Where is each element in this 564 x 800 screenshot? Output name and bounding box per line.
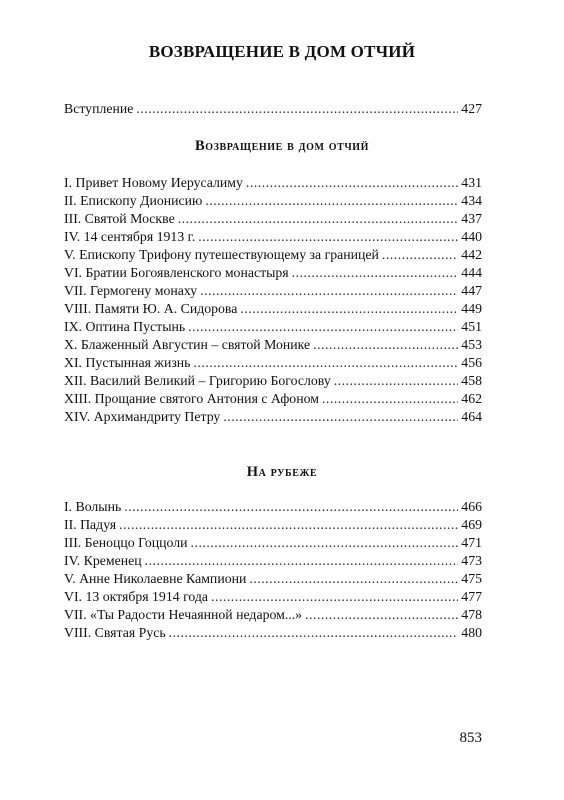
- toc-entry[interactable]: [64, 210, 482, 228]
- dot-leader: [198, 228, 458, 246]
- toc-entry-page: 447: [461, 283, 482, 298]
- dot-leader: [205, 192, 458, 210]
- toc-entry-title: VII. Гермогену монаху: [64, 283, 198, 298]
- dot-leader: [334, 372, 459, 390]
- toc-entry-title: II. Падуя: [64, 517, 117, 532]
- dot-leader: [292, 264, 459, 282]
- toc-entry-title: IX. Оптина Пустынь: [64, 319, 186, 334]
- toc-entry[interactable]: [64, 246, 482, 264]
- toc-entry-title: V. Епископу Трифону путешествующему за границей: [64, 247, 379, 262]
- dot-leader: [188, 318, 458, 336]
- toc-entry[interactable]: [64, 282, 482, 300]
- toc-entry[interactable]: [64, 534, 482, 552]
- toc-entry[interactable]: [64, 588, 482, 606]
- toc-entry[interactable]: [64, 336, 482, 354]
- section-title-return: Возвращение в дом отчий: [194, 138, 370, 154]
- toc-entry[interactable]: [64, 318, 482, 336]
- section-title-borderline: На рубеже: [246, 464, 318, 480]
- toc-entry-title: I. Привет Новому Иерусалиму: [64, 175, 243, 190]
- toc-entry[interactable]: [64, 174, 482, 192]
- dot-leader: [136, 100, 458, 118]
- dot-leader: [240, 300, 458, 318]
- toc-entry-title: VII. «Ты Радости Нечаянной недаром...»: [64, 607, 303, 622]
- toc-entry[interactable]: [64, 498, 482, 516]
- toc-entry-title: XIII. Прощание святого Антония с Афоном: [64, 391, 319, 406]
- toc-entry-title: VI. Братии Богоявленского монастыря: [64, 265, 289, 280]
- toc-entry[interactable]: [64, 390, 482, 408]
- dot-leader: [169, 624, 459, 642]
- toc-entry-page: 449: [461, 301, 482, 316]
- toc-entry-title: V. Анне Николаевне Кампиони: [64, 571, 247, 586]
- toc-entry-page: 473: [461, 553, 482, 568]
- toc-entry-title: XI. Пустынная жизнь: [64, 355, 191, 370]
- toc-entry-title: IV. Кременец: [64, 553, 142, 568]
- toc-section-return: [64, 174, 482, 426]
- dot-leader: [382, 246, 458, 264]
- toc-entry-page: 464: [461, 409, 482, 424]
- toc-entry[interactable]: [64, 192, 482, 210]
- toc-entry-title: VIII. Памяти Ю. А. Сидорова: [64, 301, 238, 316]
- toc-entry-title: I. Волынь: [64, 499, 122, 514]
- toc-entry[interactable]: [64, 372, 482, 390]
- toc-entry-title: III. Беноццо Гоццоли: [64, 535, 188, 550]
- toc-section-borderline: [64, 498, 482, 642]
- toc-entry-page: 469: [461, 517, 482, 532]
- toc-entry-page: 427: [461, 101, 482, 116]
- toc-entry-page: 477: [461, 589, 482, 604]
- dot-leader: [145, 552, 459, 570]
- dot-leader: [119, 516, 458, 534]
- toc-entry-page: 480: [461, 625, 482, 640]
- toc-entry-page: 475: [461, 571, 482, 586]
- toc-entry-page: 442: [461, 247, 482, 262]
- dot-leader: [246, 174, 458, 192]
- toc-intro: [64, 100, 482, 118]
- toc-entry[interactable]: [64, 516, 482, 534]
- toc-entry[interactable]: [64, 624, 482, 642]
- toc-entry-page: 431: [461, 175, 482, 190]
- toc-entry-page: 434: [461, 193, 482, 208]
- toc-entry[interactable]: [64, 264, 482, 282]
- dot-leader: [322, 390, 458, 408]
- toc-entry-page: 478: [461, 607, 482, 622]
- toc-entry-title: VIII. Святая Русь: [64, 625, 166, 640]
- toc-entry[interactable]: [64, 100, 482, 118]
- page-title: ВОЗВРАЩЕНИЕ В ДОМ ОТЧИЙ: [148, 42, 416, 61]
- toc-entry-title: X. Блаженный Августин – святой Монике: [64, 337, 311, 352]
- toc-entry[interactable]: [64, 300, 482, 318]
- dot-leader: [193, 354, 458, 372]
- toc-entry[interactable]: [64, 570, 482, 588]
- toc-entry-page: 453: [461, 337, 482, 352]
- dot-leader: [223, 408, 458, 426]
- dot-leader: [211, 588, 458, 606]
- toc-entry[interactable]: [64, 552, 482, 570]
- dot-leader: [191, 534, 459, 552]
- toc-entry-page: 437: [461, 211, 482, 226]
- toc-entry-title: XIV. Архимандриту Петру: [64, 409, 221, 424]
- dot-leader: [305, 606, 458, 624]
- toc-entry-title: XII. Василий Великий – Григорию Богослову: [64, 373, 331, 388]
- toc-entry-title: IV. 14 сентября 1913 г.: [64, 229, 196, 244]
- toc-entry-page: 456: [461, 355, 482, 370]
- toc-entry[interactable]: [64, 408, 482, 426]
- toc-entry[interactable]: [64, 228, 482, 246]
- dot-leader: [313, 336, 458, 354]
- toc-entry-page: 440: [461, 229, 482, 244]
- toc-entry-title: III. Святой Москве: [64, 211, 175, 226]
- toc-entry-page: 471: [461, 535, 482, 550]
- toc-entry-title: II. Епископу Дионисию: [64, 193, 203, 208]
- toc-entry[interactable]: [64, 606, 482, 624]
- toc-entry-page: 451: [461, 319, 482, 334]
- toc-entry-title: VI. 13 октября 1914 года: [64, 589, 209, 604]
- toc-entry-page: 466: [461, 499, 482, 514]
- toc-entry-page: 462: [461, 391, 482, 406]
- dot-leader: [249, 570, 458, 588]
- dot-leader: [200, 282, 458, 300]
- toc-entry[interactable]: [64, 354, 482, 372]
- toc-entry-page: 458: [461, 373, 482, 388]
- page-number: 853: [459, 730, 482, 746]
- toc-entry-page: 444: [461, 265, 482, 280]
- dot-leader: [124, 498, 458, 516]
- toc-entry-title: Вступление: [64, 101, 134, 116]
- dot-leader: [178, 210, 459, 228]
